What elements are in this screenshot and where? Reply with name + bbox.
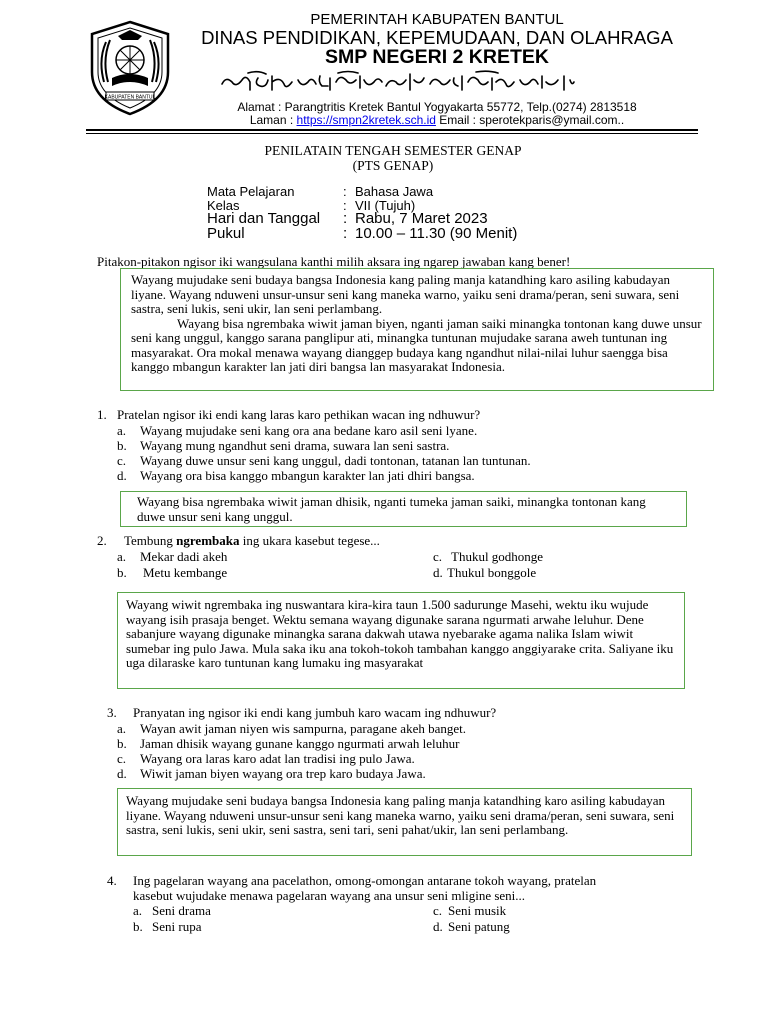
info-class-value: VII (Tujuh): [355, 198, 416, 213]
javanese-script-school-name: [218, 70, 576, 94]
q2-option-d-key: d.: [433, 565, 443, 580]
q2-option-a[interactable]: Mekar dadi akeh: [140, 549, 228, 564]
q4-option-d-key: d.: [433, 919, 443, 934]
school-website-link[interactable]: https://smpn2kretek.sch.id: [296, 113, 436, 127]
info-class-label: Kelas: [207, 198, 240, 213]
question-4-number: 4.: [107, 873, 117, 888]
question-1-number: 1.: [97, 407, 107, 422]
q1-option-d[interactable]: Wayang ora bisa kanggo mbangun karakter lan jati dhiri bangsa.: [140, 468, 475, 483]
q3-option-d[interactable]: Wiwit jaman biyen wayang ora trep karo budaya Jawa.: [140, 766, 426, 781]
passage-1-paragraph-2: Wayang bisa ngrembaka wiwit jaman biyen, nganti jaman saiki minangka tontonan kang duwe unsur seni kang unggul, kanggo sarana panglipur ati, minangka tuntunan mujudake sarana aweh tuntunan ing masyarakat. Ora mokal menawa wayang dianggep budaya kang ngandhut nilai-nilai luhur saengga bisa kanggo mbangun karakter lan jati diri bangsa lan masyarakat Indonesia.: [131, 315, 702, 374]
exam-instruction: Pitakon-pitakon ngisor iki wangsulana kanthi milih aksara ing ngarep jawaban kang bener!: [97, 254, 571, 269]
q3-option-a-key: a.: [117, 721, 127, 736]
info-subject-value: Bahasa Jawa: [355, 184, 434, 199]
q1-option-a-key: a.: [117, 423, 127, 438]
logo-caption-text: KABUPATEN BANTUL: [104, 94, 156, 101]
q3-option-a[interactable]: Wayan awit jaman niyen wis sampurna, paragane akeh banget.: [140, 721, 466, 736]
q2-option-b-key: b.: [117, 565, 127, 580]
question-3-number: 3.: [107, 705, 117, 720]
question-4-text-line-1: Ing pagelaran wayang ana pacelathon, omong-omongan antarane tokoh wayang, pratelan: [133, 873, 597, 888]
reading-passage-1: [120, 268, 714, 391]
email-text: Email : sperotekparis@ymail.com..: [435, 113, 625, 127]
exam-subtitle: (PTS GENAP): [352, 158, 434, 173]
info-date-sep: :: [343, 210, 348, 227]
info-subject-label: Mata Pelajaran: [207, 184, 295, 199]
header-address: Alamat : Parangtritis Kretek Bantul Yogyakarta 55772, Telp.(0274) 2813518: [237, 100, 637, 114]
q1-option-d-key: d.: [117, 468, 127, 483]
q1-option-c-key: c.: [117, 453, 127, 468]
q4-option-b[interactable]: Seni rupa: [152, 919, 202, 934]
header-government-line: PEMERINTAH KABUPATEN BANTUL: [310, 11, 564, 28]
reading-passage-3: [117, 592, 685, 689]
q3-option-d-key: d.: [117, 766, 127, 781]
info-class-sep: :: [343, 198, 347, 213]
q1-option-b[interactable]: Wayang mung ngandhut seni drama, suwara lan seni sastra.: [140, 438, 450, 453]
website-label: Laman :: [249, 113, 297, 127]
q4-option-a-key: a.: [133, 903, 143, 918]
header-contact-line: [53, 113, 768, 127]
q1-option-a[interactable]: Wayang mujudake seni kang ora ana bedane karo asil seni lyane.: [140, 423, 478, 438]
passage-4-text: Wayang mujudake seni budaya bangsa Indonesia kang paling manja katandhing karo asiling kabudayan liyane. Wayang nduweni unsur-unsur seni kang maneka warno, yaiku seni drama/peran, seni suwara, seni sastra, seni lukis, seni ukir, seni sastra, seni tari, seni pahat/ukir, lan seni perlambang.: [126, 793, 675, 837]
q2-option-c[interactable]: Thukul godhonge: [451, 549, 544, 564]
question-1-text: Pratelan ngisor iki endi kang laras karo pethikan wacan ing ndhuwur?: [117, 407, 481, 422]
passage-3-text: Wayang wiwit ngrembaka ing nuswantara kira-kira taun 1.500 sadurunge Masehi, wektu iku wujude wayang isih prasaja benget. Wektu semana wayang digunake sarana ngurmati arwahe leluhur. Dene sabanjure wayang digunake minangka sarana dakwah utawa nyebarake agama nalika Islam wiwit sumebar ing pulo Jawa. Mula saka iku ana tokoh-tokoh tambahan kanggo anggiyarake crita. Saliyane iku uga dilaraske karo tuntunan kang lumaku ing masyarakat: [126, 597, 674, 670]
header-divider-thin: [86, 133, 698, 134]
question-4-text-line-2: kasebut wujudake menawa pagelaran wayang ana unsur seni mligine seni...: [133, 888, 526, 903]
question-3-text: Pranyatan ing ngisor iki endi kang jumbuh karo wacam ing ndhuwur?: [133, 705, 497, 720]
q3-option-b-key: b.: [117, 736, 127, 751]
reading-passage-2: [120, 491, 687, 527]
q2-option-c-key: c.: [433, 549, 443, 564]
info-date-value: Rabu, 7 Maret 2023: [355, 210, 488, 227]
info-time-sep: :: [343, 225, 348, 242]
info-time-value: 10.00 – 11.30 (90 Menit): [355, 225, 518, 242]
passage-2-text: Wayang bisa ngrembaka wiwit jaman dhisik, nganti tumeka jaman saiki, minangka tontonan kang duwe unsur seni kang unggul.: [137, 494, 646, 524]
q2-option-d[interactable]: Thukul bonggole: [447, 565, 537, 580]
question-2-text: [124, 533, 380, 549]
q3-option-c-key: c.: [117, 751, 127, 766]
q1-option-c[interactable]: Wayang duwe unsur seni kang unggul, dadi tontonan, tatanan lan tuntunan.: [140, 453, 531, 468]
header-department-line: DINAS PENDIDIKAN, KEPEMUDAAN, DAN OLAHRAGA: [201, 27, 673, 48]
exam-title: PENILATAIN TENGAH SEMESTER GENAP: [264, 143, 522, 158]
info-date-label: Hari dan Tanggal: [207, 210, 321, 227]
q2-option-b[interactable]: Metu kembange: [143, 565, 228, 580]
info-time-label: Pukul: [207, 225, 245, 242]
question-2-number: 2.: [97, 533, 107, 548]
q2-keyword: ngrembaka: [176, 533, 240, 548]
q1-option-b-key: b.: [117, 438, 127, 453]
q4-option-c-key: c.: [433, 903, 443, 918]
q4-option-c[interactable]: Seni musik: [448, 903, 507, 918]
q2-option-a-key: a.: [117, 549, 127, 564]
reading-passage-4: [117, 788, 692, 856]
header-divider-thick: [86, 129, 698, 131]
q3-option-b[interactable]: Jaman dhisik wayang gunane kanggo ngurmati arwah leluhur: [140, 736, 460, 751]
q4-option-d[interactable]: Seni patung: [448, 919, 510, 934]
q2-text-post: ing ukara kasebut tegese...: [239, 533, 380, 548]
q3-option-c[interactable]: Wayang ora laras karo adat lan tradisi ing pulo Jawa.: [140, 751, 415, 766]
passage-1-paragraph-1: Wayang mujudake seni budaya bangsa Indonesia kang paling manja katandhing karo asiling kabudayan liyane. Wayang nduweni unsur-unsur seni kang maneka warno, yaiku seni drama/peran, seni suwara, seni sastra, seni lukis, seni ukir, lan seni perlambang.: [131, 272, 680, 316]
q2-text-pre: Tembung: [124, 533, 177, 548]
header-school-name: SMP NEGERI 2 KRETEK: [325, 46, 549, 68]
q4-option-a[interactable]: Seni drama: [152, 903, 211, 918]
info-subject-sep: :: [343, 184, 347, 199]
q4-option-b-key: b.: [133, 919, 143, 934]
